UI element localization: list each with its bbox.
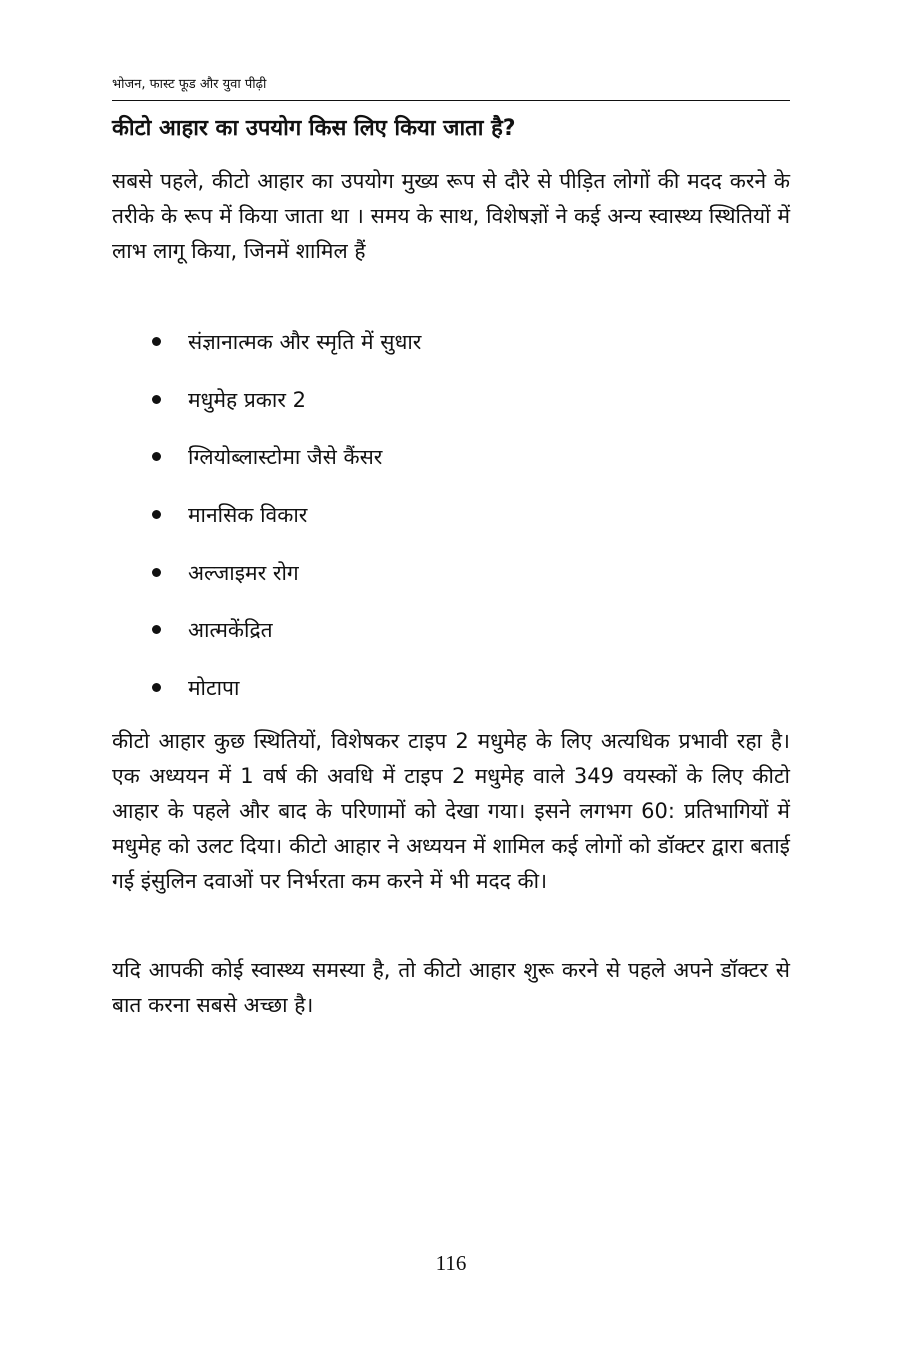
advice-paragraph: यदि आपकी कोई स्वास्थ्य समस्या है, तो कीटो आहार शुरू करने से पहले अपने डॉक्टर से बात करना सबसे अच्छा है। [112, 958, 790, 1017]
intro-paragraph: सबसे पहले, कीटो आहार का उपयोग मुख्य रूप से दौरे से पीड़ित लोगों की मदद करने के तरीके के रूप में किया जाता था । समय के साथ, विशेषज्ञों ने कई अन्य स्वास्थ्य स्थितियों में लाभ लागू किया, जिनमें शामिल हैं [112, 169, 790, 263]
bullet-icon [152, 395, 161, 404]
bullet-icon [152, 683, 161, 692]
list-item-text: ग्लियोब्लास्टोमा जैसे कैंसर [188, 445, 383, 470]
list-item-text: अल्जाइमर रोग [188, 560, 299, 585]
list-item-text: मानसिक विकार [188, 503, 308, 528]
section-title: कीटो आहार का उपयोग किस लिए किया जाता है? [112, 116, 516, 141]
page-number: 116 [435, 1251, 467, 1275]
bullet-icon [152, 625, 161, 634]
bullet-icon [152, 510, 161, 519]
list-item-text: आत्मकेंद्रित [188, 618, 273, 643]
bullet-icon [152, 568, 161, 577]
list-item-text: मोटापा [188, 676, 240, 701]
header-rule [112, 100, 790, 101]
running-header: भोजन, फास्ट फूड और युवा पीढ़ी [112, 77, 267, 92]
study-paragraph: कीटो आहार कुछ स्थितियों, विशेषकर टाइप 2 मधुमेह के लिए अत्यधिक प्रभावी रहा है। एक अध्ययन में 1 वर्ष की अवधि में टाइप 2 मधुमेह वाले 349 वयस्कों के लिए कीटो आहार के पहले और बाद के परिणामों को देखा गया। इसने लगभग 60: प्रतिभागियों में मधुमेह को उलट दिया। कीटो आहार ने अध्ययन में शामिल कई लोगों को डॉक्टर द्वारा बताई गई इंसुलिन दवाओं पर निर्भरता कम करने में भी मदद की। [112, 729, 790, 893]
document-page [112, 0, 790, 1350]
list-item-text: संज्ञानात्मक और स्मृति में सुधार [188, 330, 422, 354]
bullet-icon [152, 337, 161, 346]
list-item-text: मधुमेह प्रकार 2 [188, 387, 306, 412]
bullet-icon [152, 452, 161, 461]
